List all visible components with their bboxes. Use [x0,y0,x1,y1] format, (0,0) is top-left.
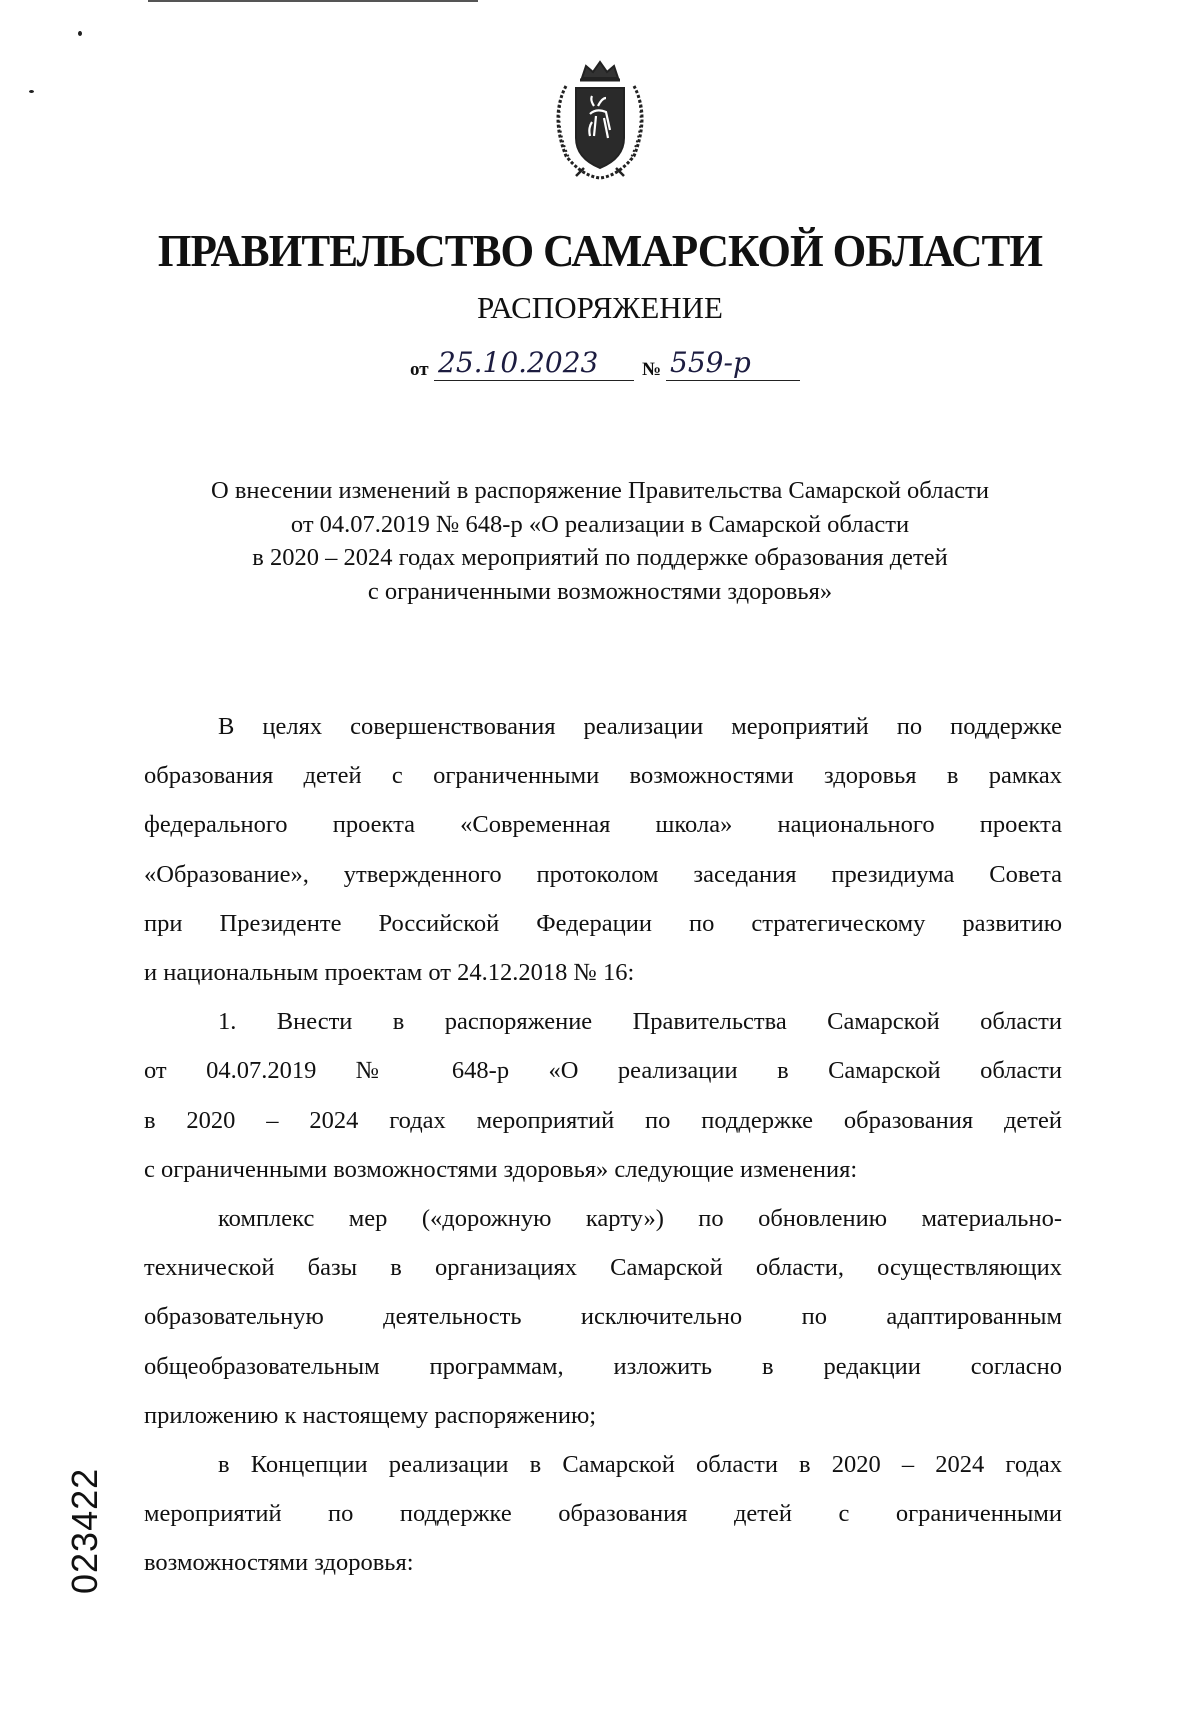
body-line: «Образование», утвержденного протоколом заседания президиума Совета [144,860,1062,888]
handwritten-number: 559-р [666,346,800,381]
subject-line: в 2020 – 2024 годах мероприятий по поддержке образования детей [252,544,948,571]
body-line: образовательную деятельность исключительно по адаптированным [144,1303,1062,1331]
body-line: приложению к настоящему распоряжению; [144,1401,597,1429]
document-body [144,702,1062,1588]
number-prefix: № [642,359,662,380]
body-line: с ограниченными возможностями здоровья» следующие изменения: [144,1155,858,1183]
organization-title: ПРАВИТЕЛЬСТВО САМАРСКОЙ ОБЛАСТИ [157,225,1043,276]
coat-of-arms-emblem [536,56,664,184]
scan-artifact-line [148,0,478,2]
subject-line: О внесении изменений в распоряжение Правительства Самарской области [211,477,989,504]
body-line: при Президенте Российской Федерации по стратегическому развитию [144,909,1062,937]
document-subject [140,474,1060,608]
body-line: в Концепции реализации в Самарской области в 2020 – 2024 годах [218,1451,1062,1479]
subject-line: с ограниченными возможностями здоровья» [367,577,833,605]
document-date-number-line [0,346,1200,386]
subject-line: от 04.07.2019 № 648-р «О реализации в Самарской области [290,510,910,538]
date-prefix: от [410,359,429,380]
margin-registration-number: 023422 [64,1467,105,1594]
body-line: 1. Внести в распоряжение Правительства Самарской области [218,1008,1062,1036]
body-line: комплекс мер («дорожную карту») по обновлению материально- [218,1205,1062,1233]
body-line: в 2020 – 2024 годах мероприятий по поддержке образования детей [144,1106,1062,1134]
body-line: федерального проекта «Современная школа» национального проекта [144,811,1062,839]
body-line: технической базы в организациях Самарской области, осуществляющих [144,1254,1062,1282]
scan-speck [78,31,82,36]
body-line: В целях совершенствования реализации мероприятий по поддержке [218,713,1062,740]
document-type: РАСПОРЯЖЕНИЕ [477,290,723,325]
body-line: общеобразовательным программам, изложить в редакции согласно [144,1352,1062,1380]
body-line: от 04.07.2019 № 648-р «О реализации в Самарской области [144,1057,1062,1085]
handwritten-date: 25.10.2023 [434,346,634,381]
body-line: возможностями здоровья: [144,1549,414,1577]
body-line: и национальным проектам от 24.12.2018 № 16: [144,959,635,987]
body-line: мероприятий по поддержке образования детей с ограниченными [144,1500,1062,1528]
body-line: образования детей с ограниченными возможностями здоровья в рамках [144,762,1062,790]
scan-speck [29,90,34,93]
